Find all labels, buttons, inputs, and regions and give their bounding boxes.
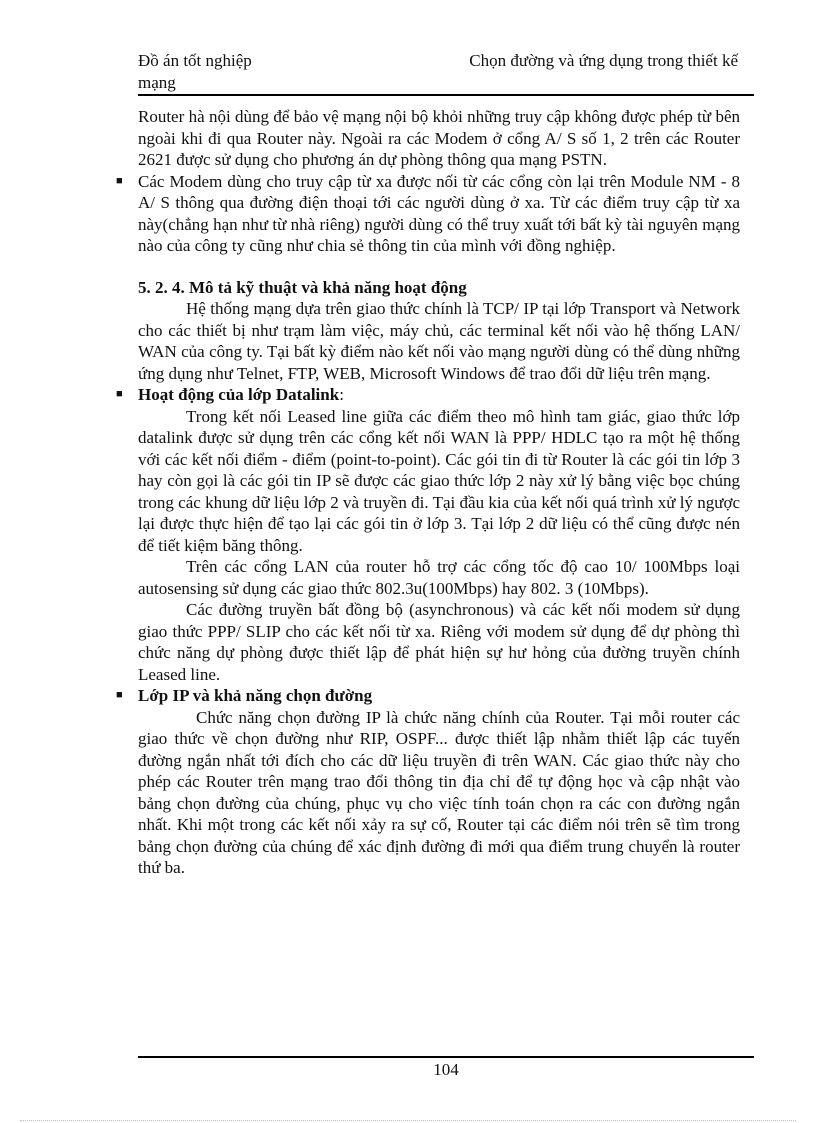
bullet-square-icon: ■ xyxy=(116,689,123,701)
bullet-heading-text: Lớp IP và khả năng chọn đường xyxy=(138,686,373,705)
bullet-square-icon: ■ xyxy=(116,388,123,400)
page-edge-dotted-line xyxy=(20,1120,796,1121)
bullet-heading-colon: : xyxy=(339,385,344,404)
page-header xyxy=(138,48,754,96)
paragraph-3: Trong kết nối Leased line giữa các điểm theo mô hình tam giác, giao thức lớp datalink được sử dụng trên các cổng kết nối WAN là PPP/ HDLC tạo ra một hệ thống với các kết nối điểm - điểm (point-to-point). Các gói tin đi từ Router là các gói tin lớp 3 hay còn gọi là các gói tin IP sẽ được các giao thức lớp 2 này xử lý bằng việc bọc chúng trong các khung dữ liệu lớp 2 và truyền đi. Tại đầu kia của kết nối quá trình xử lý ngược lại được thực hiện để tạo lại các gói tin ở lớp 3. Tại lớp 2 dữ liệu có thể cũng được nén để tiết kiệm băng thông. xyxy=(138,406,740,555)
paragraph-2: Hệ thống mạng dựa trên giao thức chính là TCP/ IP tại lớp Transport và Network cho các thiết bị như trạm làm việc, máy chủ, các terminal kết nối vào hệ thống LAN/ WAN của công ty. Tại bất kỳ điểm nào kết nối vào mạng người dùng có thể dùng những ứng dụng như Telnet, FTP, WEB, Microsoft Windows để trao đổi dữ liệu trên mạng. xyxy=(138,299,740,383)
footer-divider xyxy=(138,1056,754,1058)
header-right-title: Chọn đường và ứng dụng trong thiết kế xyxy=(469,51,738,70)
page-number: 104 xyxy=(433,1060,459,1079)
bullet-heading-text: Hoạt động của lớp Datalink xyxy=(138,385,340,404)
bullet-heading-datalink xyxy=(116,384,740,406)
paragraph-6: Chức năng chọn đường IP là chức năng chính của Router. Tại mỗi router các giao thức về chọn đường như RIP, OSPF... được thiết lập nhằm thiết lập các tuyến đường ngắn nhất tới đích cho các dữ liệu truyền đi trên WAN. Các giao thức này cho phép các Router trên mạng trao đổi thông tin địa chỉ để tự động học và cập nhật vào bảng chọn đường của chúng, phục vụ cho việc tính toán chọn ra các con đường ngắn nhất. Khi một trong các kết nối xảy ra sự cố, Router tại các điểm nói trên sẽ tìm trong bảng chọn đường của chúng để xác định đường đi mới qua điểm trung chuyển là router thứ ba. xyxy=(138,707,740,877)
paragraph-4: Trên các cổng LAN của router hỗ trợ các cổng tốc độ cao 10/ 100Mbps loại autosensing sử dụng các giao thức 802.3u(100Mbps) hay 802. 3 (10Mbps). xyxy=(138,557,740,598)
paragraph-1: Router hà nội dùng để bảo vệ mạng nội bộ khỏi những truy cập không được phép từ bên ngoài khi đi qua Router này. Ngoài ra các Modem ở cổng A/ S số 1, 2 trên các Router 2621 được sử dụng cho phương án dự phòng thông qua mạng PSTN. xyxy=(138,107,740,169)
paragraph-5: Các đường truyền bất đồng bộ (asynchronous) và các kết nối modem sử dụng giao thức PPP/ SLIP cho các kết nối từ xa. Riêng với modem sử dụng để dự phòng thì chức năng dự phòng được thiết lập để phát hiện sự hư hỏng của đường truyền chính Leased line. xyxy=(138,600,740,684)
bullet-square-icon: ■ xyxy=(116,174,123,187)
header-left-title: Đồ án tốt nghiệp mạng xyxy=(138,51,252,92)
bullet-item-text: Các Modem dùng cho truy cập từ xa được nối từ các cổng còn lại trên Module NM - 8 A/ S thông qua đường điện thoại tới các người dùng ở xa. Từ các điểm truy cập từ xa này(chẳng hạn như từ nhà riêng) người dùng có thể truy xuất tới bất kỳ tài nguyên mạng nào của công ty cũng như chia sẻ thông tin của mình với đồng nghiệp. xyxy=(138,171,740,255)
bullet-heading-ip xyxy=(116,685,740,707)
section-title: 5. 2. 4. Mô tả kỹ thuật và khả năng hoạt động xyxy=(138,277,467,297)
page-body xyxy=(116,106,740,879)
bullet-item-modem xyxy=(116,171,740,257)
